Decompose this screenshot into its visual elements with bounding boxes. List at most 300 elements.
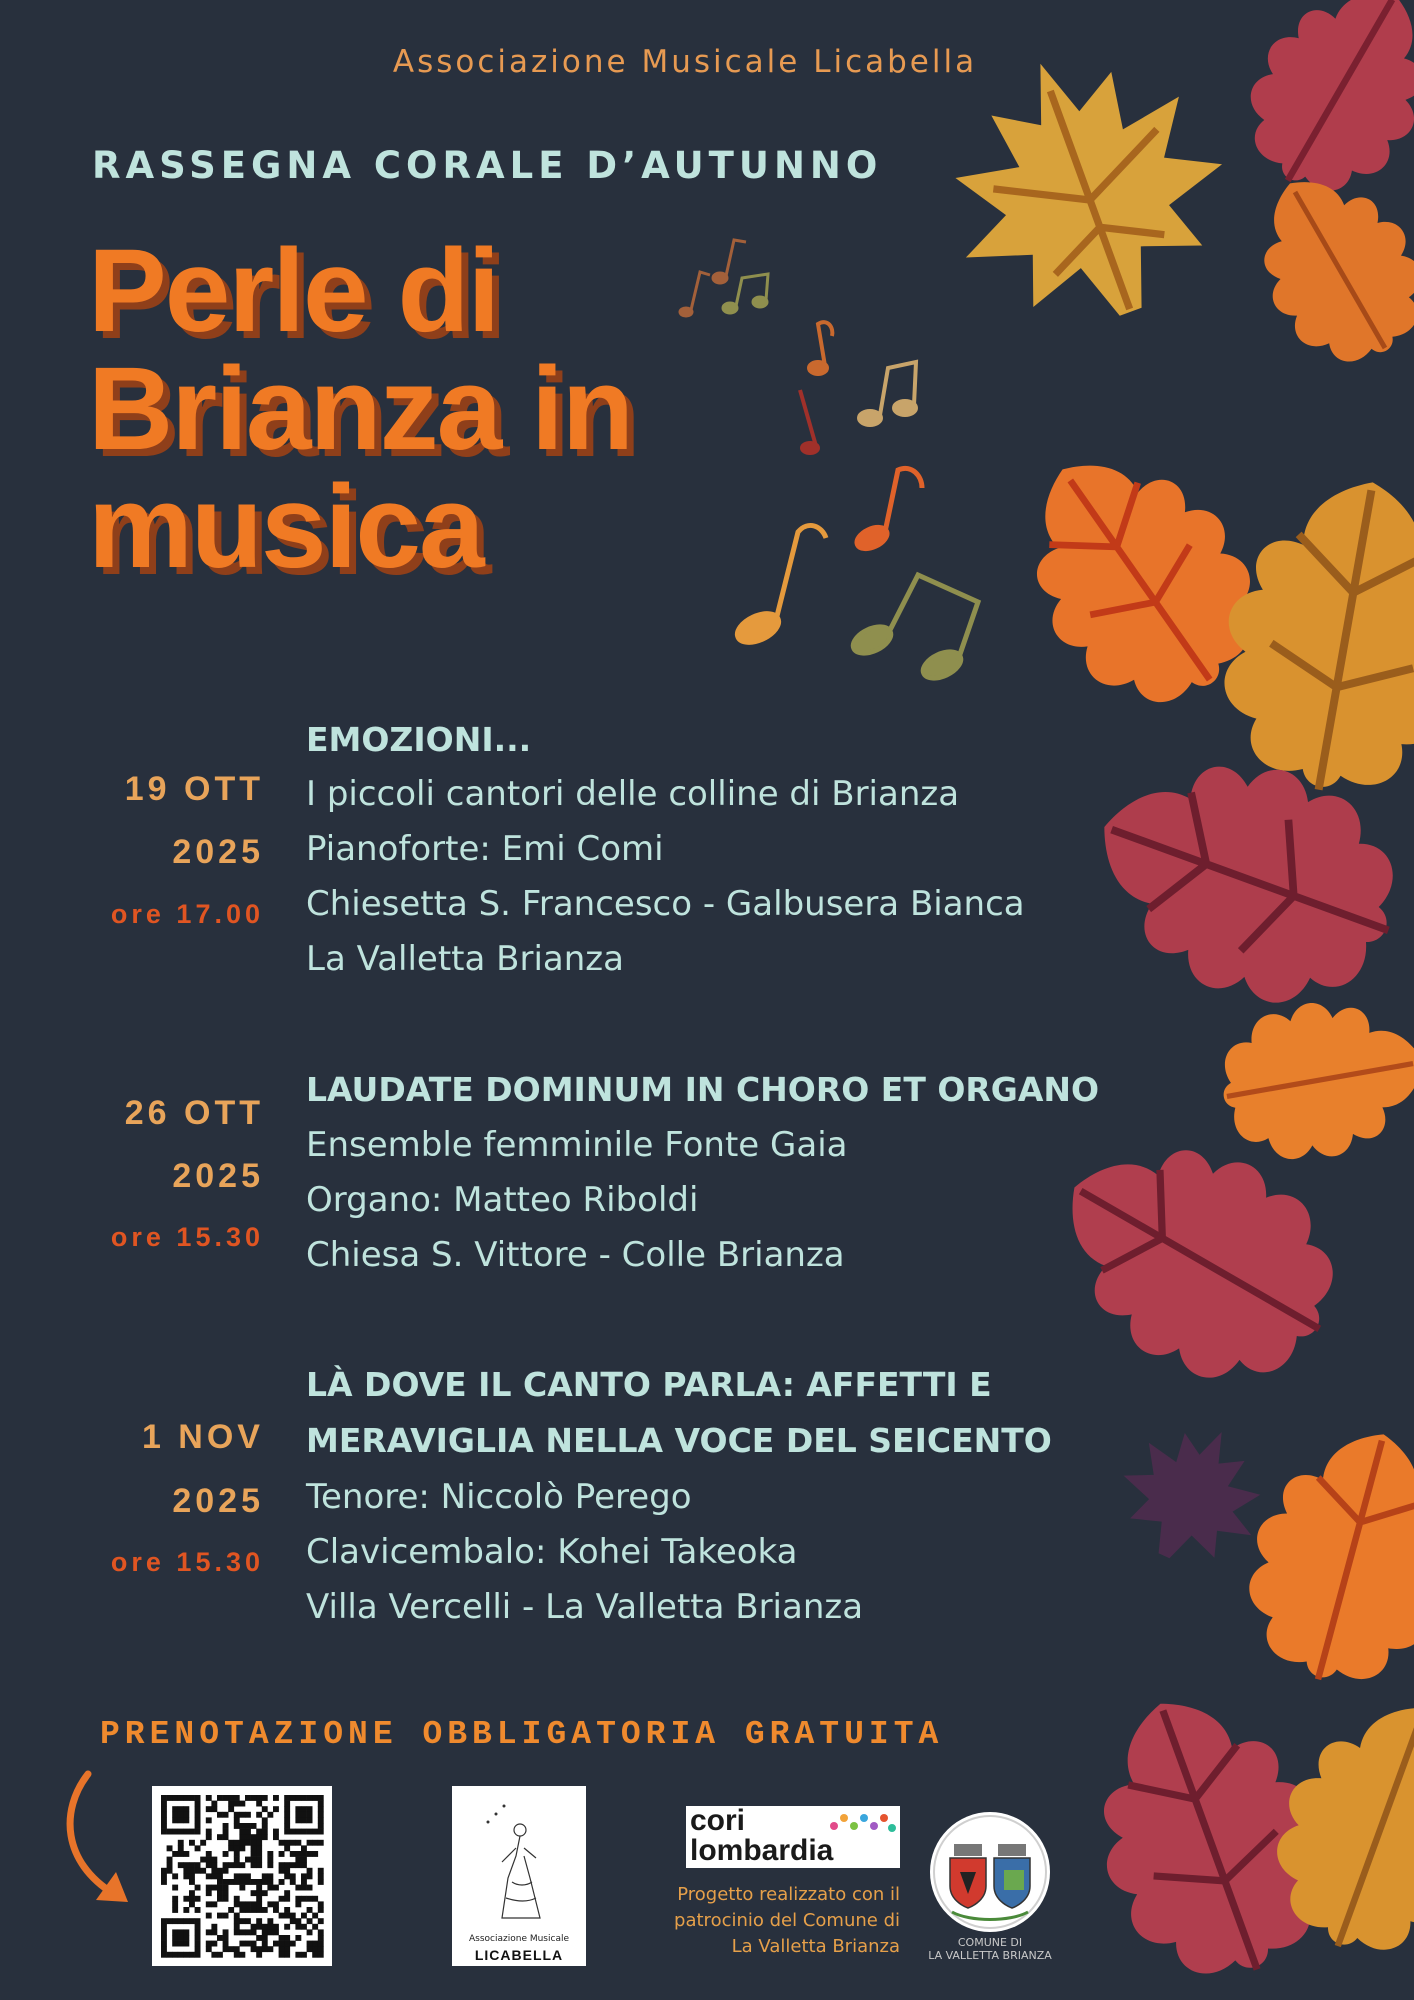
qr-module (211, 1924, 217, 1930)
qr-module (267, 1879, 273, 1885)
qr-module (206, 1857, 212, 1863)
qr-module (189, 1918, 195, 1924)
qr-module (256, 1935, 262, 1941)
qr-module (290, 1879, 296, 1885)
qr-module (279, 1913, 285, 1919)
qr-module (195, 1896, 201, 1902)
qr-module (284, 1812, 290, 1818)
qr-module (228, 1907, 234, 1913)
qr-module (290, 1851, 296, 1857)
qr-module (284, 1913, 290, 1919)
qr-module (290, 1873, 296, 1879)
qr-module (290, 1941, 296, 1947)
qr-module (251, 1901, 257, 1907)
qr-module (195, 1795, 201, 1801)
qr-module (301, 1829, 307, 1835)
qr-module (234, 1873, 240, 1879)
qr-module (318, 1868, 324, 1874)
qr-module (189, 1873, 195, 1879)
qr-module (178, 1935, 184, 1941)
qr-module (183, 1907, 189, 1913)
qr-module (262, 1806, 268, 1812)
qr-module (239, 1812, 245, 1818)
qr-module (234, 1896, 240, 1902)
qr-module (178, 1845, 184, 1851)
qr-module (172, 1952, 178, 1958)
qr-module (172, 1829, 178, 1835)
event-3-time: ore 15.30 (110, 1547, 264, 1577)
qr-module (273, 1929, 279, 1935)
qr-module (211, 1929, 217, 1935)
qr-module (206, 1885, 212, 1891)
qr-module (195, 1806, 201, 1812)
qr-module (195, 1868, 201, 1874)
qr-module (256, 1924, 262, 1930)
qr-module (307, 1806, 313, 1812)
qr-module (245, 1873, 251, 1879)
qr-module (295, 1918, 301, 1924)
qr-module (307, 1896, 313, 1902)
colored-dots-icon (826, 1810, 898, 1834)
music-note-icon (809, 322, 832, 374)
qr-module (245, 1929, 251, 1935)
qr-module (307, 1829, 313, 1835)
qr-module (234, 1817, 240, 1823)
qr-module (217, 1812, 223, 1818)
qr-module (195, 1885, 201, 1891)
qr-module (245, 1840, 251, 1846)
qr-module (307, 1795, 313, 1801)
qr-module (295, 1840, 301, 1846)
qr-module (223, 1929, 229, 1935)
qr-module (172, 1896, 178, 1902)
qr-module (217, 1935, 223, 1941)
qr-module (256, 1918, 262, 1924)
title-line: musica (88, 461, 483, 593)
comune-crest (930, 1812, 1050, 1932)
qr-module (211, 1806, 217, 1812)
event-2-title: LAUDATE DOMINUM IN CHORO ET ORGANO (306, 1070, 1100, 1109)
qr-module (262, 1873, 268, 1879)
qr-module (178, 1829, 184, 1835)
qr-module (284, 1941, 290, 1947)
qr-module (245, 1795, 251, 1801)
qr-module (234, 1924, 240, 1930)
qr-module (245, 1918, 251, 1924)
qr-module (189, 1868, 195, 1874)
qr-module (189, 1862, 195, 1868)
qr-module (183, 1873, 189, 1879)
qr-module (211, 1857, 217, 1863)
qr-module (195, 1918, 201, 1924)
qr-module (284, 1840, 290, 1846)
qr-module (251, 1851, 257, 1857)
arrow-icon (56, 1766, 146, 1916)
singer-figure-icon (452, 1786, 586, 1936)
qr-module (295, 1812, 301, 1818)
cori-lombardia-logo (686, 1806, 900, 1868)
qr-module (228, 1840, 234, 1846)
qr-module (206, 1851, 212, 1857)
qr-module (245, 1829, 251, 1835)
qr-module (245, 1941, 251, 1947)
qr-module (267, 1901, 273, 1907)
qr-module (273, 1806, 279, 1812)
qr-module (251, 1795, 257, 1801)
qr-module (172, 1941, 178, 1947)
qr-module (284, 1823, 290, 1829)
qr-module (318, 1817, 324, 1823)
qr-module (262, 1823, 268, 1829)
qr-module (195, 1801, 201, 1807)
qr-module (195, 1907, 201, 1913)
qr-module (167, 1862, 173, 1868)
qr-module (217, 1913, 223, 1919)
qr-module (251, 1862, 257, 1868)
qr-module (161, 1801, 167, 1807)
qr-module (161, 1924, 167, 1930)
qr-module (251, 1924, 257, 1930)
qr-module (239, 1879, 245, 1885)
oak-leaf-icon (1225, 1410, 1414, 1705)
music-notes-decoration (650, 220, 990, 700)
qr-module (183, 1941, 189, 1947)
qr-module (273, 1834, 279, 1840)
qr-module (234, 1901, 240, 1907)
qr-module (217, 1795, 223, 1801)
qr-module (284, 1806, 290, 1812)
qr-module (183, 1868, 189, 1874)
qr-module (172, 1806, 178, 1812)
qr-module (256, 1801, 262, 1807)
qr-module (273, 1941, 279, 1947)
qr-module (167, 1845, 173, 1851)
qr-module (217, 1879, 223, 1885)
qr-module (245, 1812, 251, 1818)
qr-module (200, 1857, 206, 1863)
qr-module (262, 1935, 268, 1941)
qr-module (284, 1907, 290, 1913)
qr-module (183, 1806, 189, 1812)
qr-module (172, 1918, 178, 1924)
qr-module (161, 1806, 167, 1812)
qr-module (307, 1812, 313, 1818)
qr-module (228, 1801, 234, 1807)
qr-module (178, 1795, 184, 1801)
qr-module (228, 1862, 234, 1868)
qr-module (279, 1851, 285, 1857)
poster-title (88, 225, 632, 593)
qr-module (239, 1829, 245, 1835)
qr-module (206, 1795, 212, 1801)
event-2-date: 26 OTT (124, 1094, 264, 1132)
qr-module (267, 1929, 273, 1935)
qr-module (183, 1817, 189, 1823)
qr-module (256, 1862, 262, 1868)
qr-module (284, 1935, 290, 1941)
event-series-subtitle: RASSEGNA CORALE D’AUTUNNO (92, 144, 883, 187)
qr-module (167, 1952, 173, 1958)
music-note-icon (859, 362, 916, 425)
qr-module (295, 1851, 301, 1857)
qr-module (183, 1829, 189, 1835)
qr-module (273, 1924, 279, 1930)
qr-module (312, 1851, 318, 1857)
qr-module (245, 1834, 251, 1840)
qr-module (234, 1795, 240, 1801)
qr-module (295, 1795, 301, 1801)
qr-module (239, 1941, 245, 1947)
qr-module (284, 1946, 290, 1952)
qr-module (262, 1834, 268, 1840)
qr-module (273, 1901, 279, 1907)
qr-module (178, 1851, 184, 1857)
qr-module (245, 1879, 251, 1885)
qr-module (251, 1857, 257, 1863)
event-1-year: 2025 (172, 833, 264, 871)
qr-module (161, 1823, 167, 1829)
qr-module (301, 1879, 307, 1885)
qr-module (256, 1890, 262, 1896)
qr-module (262, 1817, 268, 1823)
qr-module (161, 1941, 167, 1947)
qr-module (234, 1946, 240, 1952)
organization-name: Associazione Musicale Licabella (392, 44, 978, 80)
title-line: Perle di (88, 225, 499, 357)
qr-module (318, 1901, 324, 1907)
qr-module (273, 1795, 279, 1801)
qr-module (195, 1935, 201, 1941)
qr-module (234, 1801, 240, 1807)
qr-module (245, 1901, 251, 1907)
qr-module (172, 1812, 178, 1818)
qr-module (223, 1896, 229, 1902)
qr-module (172, 1795, 178, 1801)
qr-module (301, 1885, 307, 1891)
qr-module (312, 1941, 318, 1947)
qr-module (262, 1829, 268, 1835)
qr-module (295, 1896, 301, 1902)
qr-module (161, 1812, 167, 1818)
qr-module (228, 1806, 234, 1812)
qr-module (234, 1913, 240, 1919)
qr-module (256, 1851, 262, 1857)
qr-module (284, 1873, 290, 1879)
qr-code-icon (152, 1786, 332, 1966)
licabella-logo-name: LICABELLA (474, 1947, 564, 1963)
qr-module (318, 1941, 324, 1947)
qr-module (262, 1929, 268, 1935)
credit-line: patrocinio del Comune di (674, 1910, 900, 1931)
qr-module (178, 1918, 184, 1924)
qr-module (267, 1851, 273, 1857)
music-note-icon (723, 274, 768, 313)
qr-module (172, 1817, 178, 1823)
oak-leaf-icon (1210, 985, 1414, 1173)
qr-module (284, 1817, 290, 1823)
qr-code[interactable] (152, 1786, 332, 1966)
qr-module (183, 1896, 189, 1902)
music-note-icon (733, 525, 826, 648)
qr-module (167, 1795, 173, 1801)
qr-module (267, 1924, 273, 1930)
qr-module (245, 1907, 251, 1913)
qr-module (195, 1924, 201, 1930)
qr-module (312, 1795, 318, 1801)
qr-module (183, 1935, 189, 1941)
qr-module (195, 1812, 201, 1818)
booking-notice: PRENOTAZIONE OBBLIGATORIA GRATUITA (100, 1716, 944, 1753)
qr-module (223, 1834, 229, 1840)
qr-module (217, 1873, 223, 1879)
qr-module (284, 1801, 290, 1807)
event-1-detail: Pianoforte: Emi Comi (306, 829, 664, 869)
sponsorship-credit (590, 1882, 900, 1960)
qr-module (195, 1823, 201, 1829)
qr-module (223, 1851, 229, 1857)
qr-module (161, 1868, 167, 1874)
qr-module (251, 1946, 257, 1952)
qr-module (161, 1829, 167, 1835)
qr-module (239, 1907, 245, 1913)
qr-module (318, 1873, 324, 1879)
qr-module (161, 1879, 167, 1885)
music-note-icon (854, 468, 922, 553)
qr-module (279, 1862, 285, 1868)
qr-module (295, 1885, 301, 1891)
qr-module (239, 1918, 245, 1924)
qr-module (295, 1806, 301, 1812)
qr-module (262, 1924, 268, 1930)
qr-module (267, 1862, 273, 1868)
qr-module (251, 1845, 257, 1851)
qr-module (318, 1946, 324, 1952)
qr-module (195, 1941, 201, 1947)
qr-module (279, 1946, 285, 1952)
qr-module (290, 1862, 296, 1868)
qr-module (223, 1890, 229, 1896)
qr-module (267, 1946, 273, 1952)
qr-module (223, 1913, 229, 1919)
qr-module (239, 1840, 245, 1846)
qr-module (206, 1817, 212, 1823)
qr-module (295, 1829, 301, 1835)
qr-module (183, 1918, 189, 1924)
qr-module (307, 1918, 313, 1924)
qr-module (301, 1851, 307, 1857)
qr-module (284, 1924, 290, 1930)
qr-module (206, 1901, 212, 1907)
qr-module (273, 1885, 279, 1891)
event-1-detail: La Valletta Brianza (306, 939, 624, 979)
qr-module (290, 1829, 296, 1835)
event-3-detail: Villa Vercelli - La Valletta Brianza (306, 1587, 864, 1627)
event-3-detail: Tenore: Niccolò Perego (306, 1477, 692, 1517)
event-1-time: ore 17.00 (110, 899, 264, 929)
qr-module (267, 1873, 273, 1879)
event-2-year: 2025 (172, 1157, 264, 1195)
qr-module (211, 1862, 217, 1868)
event-3-date: 1 NOV (141, 1418, 264, 1456)
qr-module (161, 1935, 167, 1941)
qr-module (318, 1935, 324, 1941)
credit-line: Progetto realizzato con il (677, 1884, 900, 1905)
qr-module (318, 1879, 324, 1885)
qr-module (234, 1857, 240, 1863)
qr-module (211, 1885, 217, 1891)
qr-module (256, 1812, 262, 1818)
qr-module (318, 1806, 324, 1812)
qr-module (178, 1812, 184, 1818)
qr-module (251, 1929, 257, 1935)
qr-module (234, 1840, 240, 1846)
qr-module (206, 1941, 212, 1947)
qr-module (206, 1913, 212, 1919)
qr-module (223, 1885, 229, 1891)
qr-module (284, 1868, 290, 1874)
qr-module (200, 1868, 206, 1874)
qr-module (251, 1941, 257, 1947)
licabella-logo (452, 1786, 586, 1966)
event-2-detail: Ensemble femminile Fonte Gaia (306, 1125, 848, 1165)
qr-module (295, 1901, 301, 1907)
qr-module (211, 1868, 217, 1874)
qr-module (183, 1851, 189, 1857)
qr-module (295, 1862, 301, 1868)
maple-leaf-icon (1100, 1402, 1285, 1585)
qr-module (234, 1879, 240, 1885)
qr-module (301, 1862, 307, 1868)
qr-module (279, 1952, 285, 1958)
qr-module (239, 1952, 245, 1958)
qr-module (301, 1845, 307, 1851)
music-note-icon (849, 575, 978, 683)
qr-module (256, 1857, 262, 1863)
qr-module (301, 1857, 307, 1863)
qr-module (251, 1890, 257, 1896)
qr-module (307, 1851, 313, 1857)
qr-module (195, 1845, 201, 1851)
qr-module (301, 1913, 307, 1919)
qr-module (273, 1907, 279, 1913)
qr-module (301, 1873, 307, 1879)
crest-label-line: COMUNE DI (957, 1936, 1023, 1949)
qr-module (189, 1890, 195, 1896)
crest-label-line: LA VALLETTA BRIANZA (928, 1949, 1052, 1962)
qr-module (223, 1941, 229, 1947)
qr-module (262, 1946, 268, 1952)
qr-module (312, 1896, 318, 1902)
qr-module (161, 1929, 167, 1935)
qr-module (172, 1885, 178, 1891)
qr-module (295, 1857, 301, 1863)
qr-module (211, 1801, 217, 1807)
qr-module (161, 1946, 167, 1952)
qr-module (318, 1795, 324, 1801)
qr-module (211, 1941, 217, 1947)
qr-module (307, 1840, 313, 1846)
qr-module (295, 1817, 301, 1823)
qr-module (183, 1795, 189, 1801)
qr-module (318, 1840, 324, 1846)
event-1-title: EMOZIONI... (306, 720, 532, 759)
qr-module (223, 1946, 229, 1952)
qr-module (234, 1851, 240, 1857)
cori-logo-word: lombardia (690, 1834, 834, 1867)
qr-module (167, 1868, 173, 1874)
qr-module (290, 1918, 296, 1924)
qr-module (189, 1896, 195, 1902)
